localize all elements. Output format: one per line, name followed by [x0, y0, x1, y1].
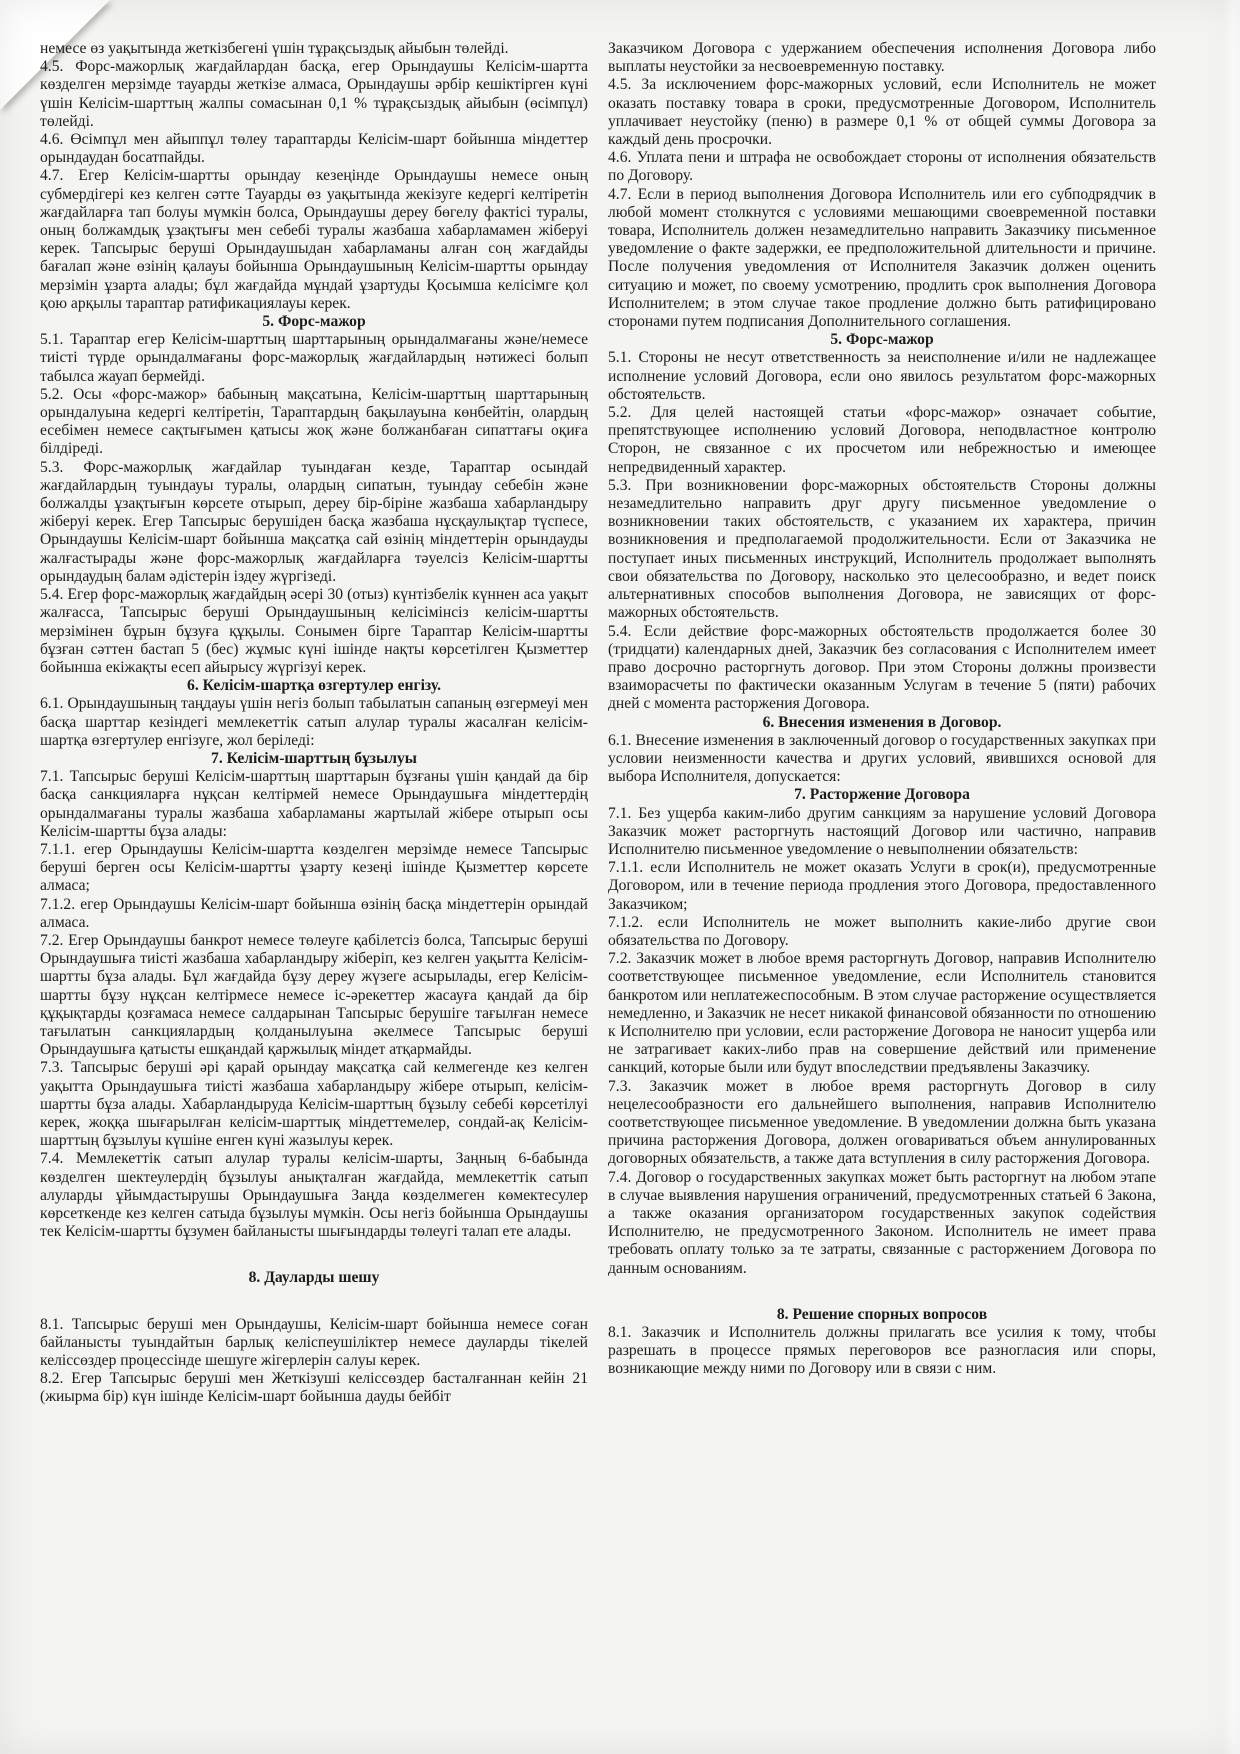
clause-paragraph: 6.1. Орындаушының таңдауы үшін негіз болып табылатын сапаның өзгермеуі мен басқа шарттар кезіндегі мемлекеттік сатып алулар туралы жасалған келісім-шартқа өзгертулер енгізуге, жол беріледі: — [40, 695, 588, 749]
clause-paragraph: 6.1. Внесение изменения в заключенный договор о государственных закупках при условии неизменности качества и других условий, явившихся основой для выбора Исполнителя, допускается: — [608, 731, 1156, 786]
clause-paragraph: 5.3. При возникновении форс-мажорных обстоятельств Стороны должны незамедлительно направить друг другу письменное уведомление о возникновении таких обстоятельств, с указанием их характера, причин возникновения и предполагаемой продолжительности. Если от Заказчика не поступает иных письменных инструкций, Исполнитель продолжает выполнять свои обязательства по Договору, насколько это целесообразно, и ведет поиск альтернативных способов выполнения Договора, не зависящих от форс-мажорных обстоятельств. — [608, 476, 1156, 622]
section-heading: 6. Келісім-шартқа өзгертулер енгізу. — [187, 677, 441, 695]
section-heading: 5. Форс-мажор — [830, 331, 934, 349]
clause-paragraph: 4.6. Уплата пени и штрафа не освобождает стороны от исполнения обязательств по Договору. — [608, 149, 1156, 185]
clause-paragraph: 7.2. Егер Орындаушы банкрот немесе төлеуге қабілетсіз болса, Тапсырыс беруші Орындаушыға тиісті жазбаша хабарландыру жіберіп, кез келген уақытта Келісім-шартты бұза алады. Бұл жағдайда бұзу дереу жүзеге асырылады, егер Келісім-шартты бұзу нұқсан келтірмесе немесе іс-әрекеттер жасауға қандай да бір құқықтарды қозғамаса немесе салдарынан Тапсырыс берушіге тағылған немесе тағылатын санкциялардың қолданылуына әкелмесе Тапсырыс беруші Орындаушыға қатысты ешқандай қаржылық міндет атқармайды. — [40, 931, 588, 1059]
clause-paragraph: 4.7. Егер Келісім-шартты орындау кезеңінде Орындаушы немесе оның субмердігері кез келген сәтте Тауарды өз уақытында жекізуге кедергі келтіретін жағдайларға тап болуы мүмкін болса, Орындаушы дереу бөгелу фактісі туралы, оның болжамдық ұзақтығы мен себебі туралы жазбаша хабарламамен жіберуі керек. Тапсырыс беруші Орындаушыдан хабарламаны алған соң жағдайды бағалап және өзінің қалауы бойынша Орындаушының Келісім-шартты орындау мерзімін ұзарта алады; бұл жағдайда мұндай ұзартуды Қосымша келісімге қол қою арқылы тараптар ратификациялауы керек. — [40, 167, 588, 312]
clause-paragraph: 7.1.1. если Исполнитель не может оказать Услуги в срок(и), предусмотренные Договором, или в течение периода продления этого Договора, предоставленного Заказчиком; — [608, 859, 1156, 913]
clause-paragraph: 7.3. Тапсырыс беруші әрі қарай орындау мақсатқа сай келмегенде кез келген уақытта Орындаушыға тиісті жазбаша хабарландыру жібере отырып, келісім-шартты бұза алады. Хабарландыруда Келісім-шарттың бұзылу себебі көрсетілуі керек, жоққа шығарылған келісім-шарттық міндеттемелер, сондай-ақ Келісім-шарттың бұзылуы күшіне енген күні жазылуы керек. — [40, 1059, 588, 1150]
clause-paragraph: 4.5. Форс-мажорлық жағдайлардан басқа, егер Орындаушы Келісім-шартта көзделген мерзімде тауарды жеткізе алмаса, Орындаушы әрбір кешіктірген күні үшін Келісім-шарттың жалпы сомасынан 0,1 % тұрақсыздық айыбын (өсімпұл) төлейді. — [40, 58, 588, 130]
section-heading: 8. Дауларды шешу — [248, 1269, 380, 1287]
spacer — [40, 1241, 588, 1269]
clause-paragraph: 4.5. За исключением форс-мажорных условий, если Исполнитель не может оказать поставку товара в сроки, предусмотренные Договором, Исполнитель уплачивает неустойку (пеню) в размере 0,1 % от общей суммы Договора за каждый день просрочки. — [608, 76, 1156, 149]
clause-paragraph: 7.1. Без ущерба каким-либо другим санкциям за нарушение условий Договора Заказчик может расторгнуть настоящий Договор или частично, направив Исполнителю письменное уведомление о невыполнении обязательств: — [608, 804, 1156, 858]
clause-paragraph: 7.4. Договор о государственных закупках может быть расторгнут на любом этапе в случае выявления нарушения ограничений, предусмотренных статьей 6 Закона, а также оказания организатором государственных закупок содействия Исполнителю, не предусмотренного Законом. Исполнитель не имеет права требовать оплату только за те затраты, связанные с расторжением Договора по данным основаниям. — [608, 1168, 1156, 1277]
spacer — [608, 1278, 1156, 1306]
clause-paragraph: 7.2. Заказчик может в любое время расторгнуть Договор, направив Исполнителю соответствующее письменное уведомление, если Исполнитель становится банкротом или неплатежеспособным. В этом случае расторжение осуществляется немедленно, и Заказчик не несет никакой финансовой обязанности по отношению к Исполнителю при условии, если расторжение Договора не наносит ущерба или не затрагивает каких-либо прав на совершение действий или применение санкций, которые были или будут впоследствии предъявлены Заказчику. — [608, 950, 1156, 1077]
clause-paragraph: 5.2. Осы «форс-мажор» бабының мақсатына, Келісім-шарттың шарттарының орындалуына кедергі келтіретін, Тараптардың бақылауына көнбейтін, олардың есебімен немесе сақтығымен қатысы жоқ және болжанбаған сипаттағы оқиға білдіреді. — [40, 385, 588, 458]
clause-paragraph: 7.1.1. егер Орындаушы Келісім-шартта көзделген мерзімде немесе Тапсырыс беруші берген осы Келісім-шартты ұзарту кезеңі ішінде Қызметтер көрсете алмаса; — [40, 840, 588, 895]
spacer — [40, 1288, 588, 1316]
clause-paragraph: 7.3. Заказчик может в любое время расторгнуть Договор в силу нецелесообразности его дальнейшего выполнения, направив Исполнителю соответствующее письменное уведомление. В уведомлении должна быть указана причина расторжения Договора, должен оговариваться объем аннулированных договорных обязательств, а также дата вступления в силу расторжения Договора. — [608, 1077, 1156, 1168]
clause-paragraph: 5.3. Форс-мажорлық жағдайлар туындаған кезде, Тараптар осындай жағдайлардың туындауы туралы, олардың сипатын, туындау себебін және болжалды ұзақтығын көрсете отырып, дереу бір-біріне жазбаша хабарландыру жіберуі керек. Егер Тапсырыс берушіден басқа жазбаша нұсқаулықтар түспесе, Орындаушы Келісім-шарт бойынша мақсатқа сай өзінің міндеттерін орындауды жалғастырады және форс-мажорлық жағдайларға тәуелсіз Келісім-шартты орындаудың балам әдістерін іздеу жүргізеді. — [40, 458, 588, 585]
clause-paragraph: 8.1. Тапсырыс беруші мен Орындаушы, Келісім-шарт бойынша немесе соған байланысты туындайтын барлық келіспеушіліктер немесе дауларды тікелей келіссөздер процессінде шешуге жігерлерін салуы керек. — [40, 1315, 588, 1370]
clause-paragraph: 4.7. Если в период выполнения Договора Исполнитель или его субподрядчик в любой момент столкнутся с условиями мешающими своевременной поставки товара, Исполнитель должен незамедлительно направить Заказчику письменное уведомление о факте задержки, ее предположительной длительности и причине. После получения уведомления от Исполнителя Заказчик должен оценить ситуацию и может, по своему усмотрению, продлить срок выполнения Договора Исполнителем; в этом случае такое продление должно быть ратифицировано сторонами путем подписания Дополнительного соглашения. — [608, 185, 1156, 331]
clause-paragraph: 5.4. Если действие форс-мажорных обстоятельств продолжается более 30 (тридцати) календарных дней, Заказчик без согласования с Исполнителем имеет право досрочно расторгнуть договор. При этом Стороны должны произвести взаиморасчеты по фактически оказанным Услугам в течение 5 (пяти) рабочих дней с момента расторжения Договора. — [608, 622, 1156, 713]
clause-paragraph: 7.1.2. если Исполнитель не может выполнить какие-либо другие свои обязательства по Договору. — [608, 913, 1156, 949]
kazakh-column — [40, 40, 588, 1407]
page-edge — [1222, 0, 1240, 1754]
clause-paragraph: 8.2. Егер Тапсырыс беруші мен Жеткізуші келіссөздер басталғаннан кейін 21 (жиырма бір) күн ішінде Келісім-шарт бойынша дауды бейбіт — [40, 1370, 588, 1406]
clause-paragraph: 5.2. Для целей настоящей статьи «форс-мажор» означает событие, препятствующее исполнению условий Договора, неподвластное контролю Сторон, не связанное с их просчетом или небрежностью и имеющее непредвиденный характер. — [608, 404, 1156, 476]
section-heading: 7. Келісім-шарттың бұзылуы — [211, 749, 417, 767]
clause-paragraph: 7.1.2. егер Орындаушы Келісім-шарт бойынша өзінің басқа міндеттерін орындай алмаса. — [40, 895, 588, 931]
russian-column — [608, 40, 1156, 1379]
section-heading: 7. Расторжение Договора — [794, 786, 970, 804]
clause-paragraph: 5.4. Егер форс-мажорлық жағдайдың әсері 30 (отыз) күнтізбелік күннен аса уақыт жалғасса, Тапсырыс беруші Орындаушының келісімінсіз келісім-шартты мерзімінен бұрын бұзуға құқылы. Сонымен бірге Тараптар Келісім-шартты бұзған сәттен бастап 5 (бес) жұмыс күні ішінде нақты көрсетілген Қызметтер бойынша екіжақты есеп айырысу жүргізуі керек. — [40, 586, 588, 676]
clause-paragraph: 7.1. Тапсырыс беруші Келісім-шарттың шарттарын бұзғаны үшін қандай да бір басқа санкцияларға нұқсан келтірмей немесе Орындаушыға міндеттердің орындалмағаны туралы жазбаша хабарламаны жартылай жібере отырып осы Келісім-шартты бұза алады: — [40, 768, 588, 840]
section-heading: 6. Внесения изменения в Договор. — [762, 713, 1002, 731]
section-heading: 8. Решение спорных вопросов — [776, 1305, 988, 1323]
clause-paragraph: 7.4. Мемлекеттік сатып алулар туралы келісім-шарты, Заңның 6-бабында көзделген шектеулердің бұзылуы анықталған жағдайда, мемлекеттік сатып алуларды ұйымдастырушы Орындаушыға Заңда көзделмеген көмектесулер көрсеткенде кез келген сатыда бұзылуы мүмкін. Осы негіз бойынша Орындаушы тек Келісім-шартты бұзумен байланысты шығындарды төлеугі талап ете алады. — [40, 1150, 588, 1241]
clause-paragraph: немесе өз уақытында жеткізбегені үшін тұрақсыздық айыбын төлейді. — [40, 40, 509, 57]
section-heading: 5. Форс-мажор — [262, 313, 366, 331]
clause-paragraph: 5.1. Тараптар егер Келісім-шарттың шарттарының орындалмағаны және/немесе тиісті түрде орындалмағаны форс-мажорлық жағдайлардың нәтижесі болып табылса жауап бермейді. — [40, 331, 588, 385]
clause-paragraph: 8.1. Заказчик и Исполнитель должны прилагать все усилия к тому, чтобы разрешать в процессе прямых переговоров все разногласия или споры, возникающие между ними по Договору или в связи с ним. — [608, 1324, 1156, 1378]
clause-paragraph: 5.1. Стороны не несут ответственность за неисполнение и/или не надлежащее исполнение условий Договора, если оно явилось результатом форс-мажорных обстоятельств. — [608, 349, 1156, 403]
clause-paragraph: Заказчиком Договора с удержанием обеспечения исполнения Договора либо выплаты неустойки за несвоевременную поставку. — [608, 40, 1156, 76]
clause-paragraph: 4.6. Өсімпұл мен айыппұл төлеу тараптарды Келісім-шарт бойынша міндеттер орындаудан босатпайды. — [40, 131, 588, 167]
